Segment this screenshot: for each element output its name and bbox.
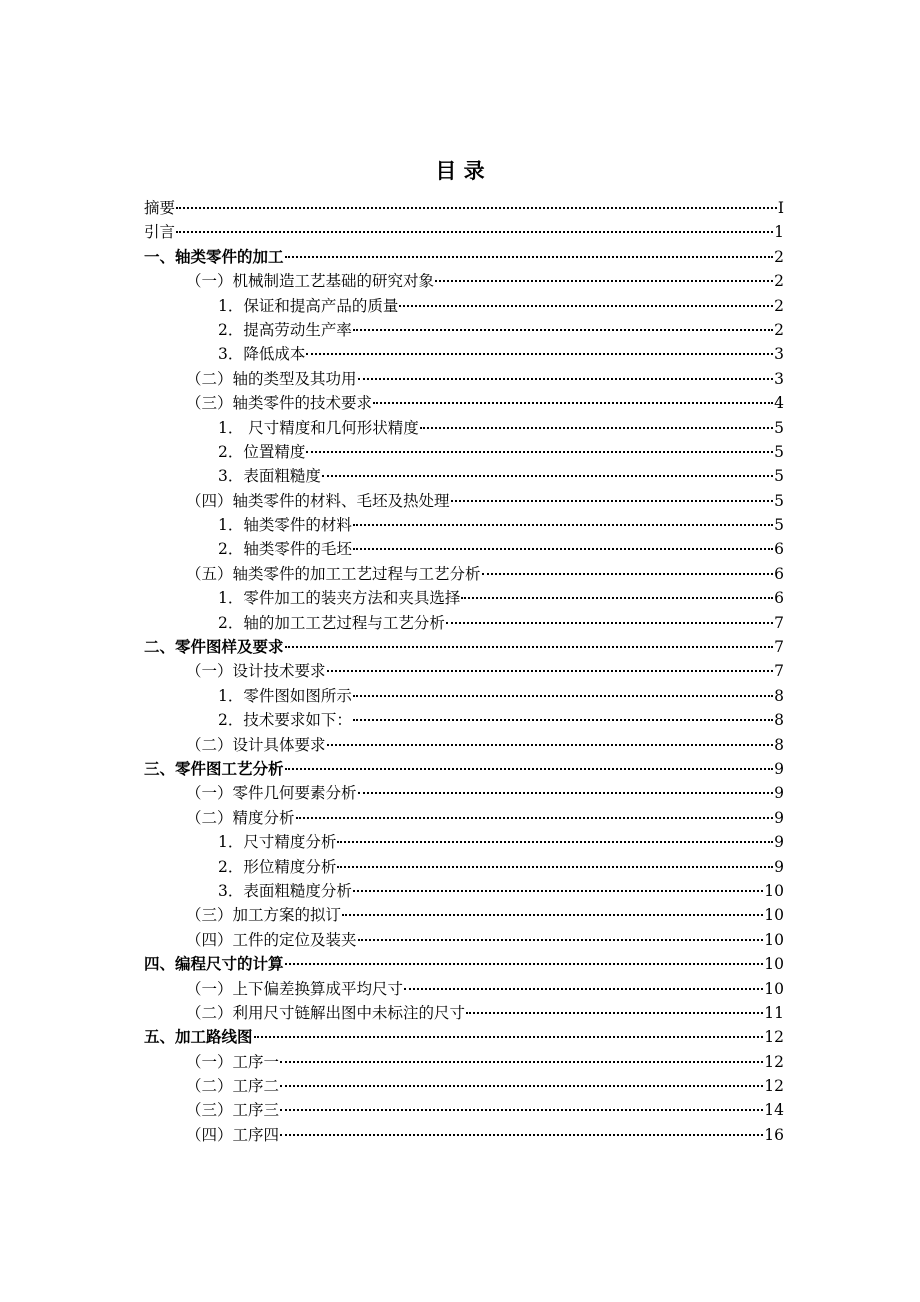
toc-dot-leader xyxy=(358,378,774,380)
toc-dot-leader xyxy=(306,451,773,453)
toc-entry[interactable] xyxy=(144,220,784,244)
toc-dot-leader xyxy=(254,1036,764,1038)
toc-entry-title: （二）工序二 xyxy=(186,1077,280,1096)
toc-dot-leader xyxy=(358,792,774,794)
toc-entry-title: （三）加工方案的拟订 xyxy=(186,906,342,925)
toc-entry[interactable] xyxy=(144,342,784,366)
toc-entry-title: 1． 尺寸精度和几何形状精度 xyxy=(218,418,419,437)
toc-entry-page-number: 5 xyxy=(774,516,784,535)
toc-list xyxy=(144,196,784,1147)
toc-entry-page-number: 7 xyxy=(774,613,784,632)
toc-entry-page-number: 6 xyxy=(774,540,784,559)
toc-entry[interactable] xyxy=(144,659,784,683)
toc-entry-page-number: 8 xyxy=(774,686,784,705)
toc-entry-page-number: 12 xyxy=(764,1052,784,1071)
toc-dot-leader xyxy=(446,622,773,624)
toc-entry-title: 2．技术要求如下： xyxy=(218,711,352,730)
toc-entry-page-number: 3 xyxy=(774,369,784,388)
toc-entry-page-number: 5 xyxy=(774,418,784,437)
toc-title: 目 录 xyxy=(435,159,485,183)
toc-entry-title: 2．轴类零件的毛坯 xyxy=(218,540,352,559)
toc-dot-leader xyxy=(342,914,763,916)
toc-entry-title: （三）工序三 xyxy=(186,1101,280,1120)
toc-entry[interactable] xyxy=(144,537,784,561)
toc-entry[interactable] xyxy=(144,196,784,220)
toc-entry-page-number: 14 xyxy=(764,1101,784,1120)
toc-entry-title: 1．保证和提高产品的质量 xyxy=(218,296,399,315)
toc-entry-page-number: 6 xyxy=(774,589,784,608)
toc-dot-leader xyxy=(285,646,774,648)
toc-entry-title: （一）零件几何要素分析 xyxy=(186,784,357,803)
toc-entry[interactable] xyxy=(144,367,784,391)
toc-entry[interactable] xyxy=(144,952,784,976)
toc-dot-leader xyxy=(482,573,774,575)
toc-entry-page-number: 1 xyxy=(774,223,784,242)
toc-entry[interactable] xyxy=(144,391,784,415)
toc-entry-page-number: 7 xyxy=(774,662,784,681)
toc-entry[interactable] xyxy=(144,733,784,757)
toc-entry-page-number: 2 xyxy=(774,272,784,291)
toc-entry-title: （三）轴类零件的技术要求 xyxy=(186,394,373,413)
toc-entry-title: （一）工序一 xyxy=(186,1052,280,1071)
toc-entry-page-number: I xyxy=(777,199,784,217)
toc-entry-page-number: 8 xyxy=(774,711,784,730)
toc-entry-title: 1．零件图如图所示 xyxy=(218,686,352,705)
toc-dot-leader xyxy=(373,402,773,404)
toc-entry[interactable] xyxy=(144,806,784,830)
toc-entry-page-number: 5 xyxy=(774,442,784,461)
toc-entry-page-number: 12 xyxy=(764,1077,784,1096)
toc-entry-title: 3．表面粗糙度分析 xyxy=(218,881,352,900)
toc-entry-title: 2．位置精度 xyxy=(218,442,306,461)
toc-entry-page-number: 10 xyxy=(764,930,784,949)
toc-entry[interactable] xyxy=(144,464,784,488)
toc-entry-title: （二）精度分析 xyxy=(186,808,295,827)
toc-dot-leader xyxy=(420,427,773,429)
toc-entry-page-number: 9 xyxy=(774,833,784,852)
toc-entry-page-number: 2 xyxy=(774,320,784,339)
toc-dot-leader xyxy=(306,353,773,355)
toc-dot-leader xyxy=(451,500,774,502)
toc-entry-page-number: 9 xyxy=(774,808,784,827)
toc-entry[interactable] xyxy=(144,416,784,440)
toc-dot-leader xyxy=(296,817,774,819)
toc-entry-page-number: 16 xyxy=(764,1125,784,1144)
toc-entry[interactable] xyxy=(144,781,784,805)
toc-entry-title: 一、轴类零件的加工 xyxy=(144,247,284,266)
toc-entry[interactable] xyxy=(144,294,784,318)
toc-entry-title: 2．提高劳动生产率 xyxy=(218,320,352,339)
toc-entry-page-number: 9 xyxy=(774,784,784,803)
toc-entry-page-number: 9 xyxy=(774,857,784,876)
toc-entry-title: 1．零件加工的装夹方法和夹具选择 xyxy=(218,589,461,608)
toc-entry-title: 1．尺寸精度分析 xyxy=(218,833,337,852)
toc-dot-leader xyxy=(358,939,764,941)
toc-entry[interactable] xyxy=(144,318,784,342)
toc-entry[interactable] xyxy=(144,611,784,635)
toc-entry[interactable] xyxy=(144,855,784,879)
toc-dot-leader xyxy=(353,548,773,550)
toc-entry-title: （一）上下偏差换算成平均尺寸 xyxy=(186,979,404,998)
toc-dot-leader xyxy=(285,256,774,258)
toc-dot-leader xyxy=(280,1109,763,1111)
toc-entry-title: 摘要 xyxy=(144,199,176,217)
toc-entry-title: 五、加工路线图 xyxy=(144,1028,253,1047)
toc-dot-leader xyxy=(280,1134,763,1136)
toc-entry[interactable] xyxy=(144,489,784,513)
toc-entry[interactable] xyxy=(144,635,784,659)
toc-dot-leader xyxy=(337,866,773,868)
toc-entry-title: 四、编程尺寸的计算 xyxy=(144,955,284,974)
toc-dot-leader xyxy=(404,988,763,990)
toc-entry-title: （一）机械制造工艺基础的研究对象 xyxy=(186,272,435,291)
toc-dot-leader xyxy=(353,329,773,331)
toc-entry-title: 三、零件图工艺分析 xyxy=(144,759,284,778)
toc-dot-leader xyxy=(353,695,773,697)
toc-entry-page-number: 3 xyxy=(774,345,784,364)
toc-entry-title: 引言 xyxy=(144,223,176,242)
toc-entry-page-number: 2 xyxy=(774,247,784,266)
toc-entry[interactable] xyxy=(144,1050,784,1074)
toc-dot-leader xyxy=(399,305,773,307)
toc-entry[interactable] xyxy=(144,269,784,293)
toc-dot-leader xyxy=(353,719,773,721)
toc-entry[interactable] xyxy=(144,757,784,781)
toc-dot-leader xyxy=(280,1085,763,1087)
toc-entry[interactable] xyxy=(144,1025,784,1049)
toc-entry[interactable] xyxy=(144,879,784,903)
toc-dot-leader xyxy=(285,768,774,770)
toc-entry-title: （五）轴类零件的加工工艺过程与工艺分析 xyxy=(186,564,481,583)
toc-entry-title: 3．降低成本 xyxy=(218,345,306,364)
toc-entry-title: （四）轴类零件的材料、毛坯及热处理 xyxy=(186,491,450,510)
toc-entry-page-number: 5 xyxy=(774,467,784,486)
toc-entry[interactable] xyxy=(144,440,784,464)
toc-entry-title: （二）利用尺寸链解出图中未标注的尺寸 xyxy=(186,1003,466,1022)
toc-entry[interactable] xyxy=(144,1074,784,1098)
toc-entry[interactable] xyxy=(144,708,784,732)
toc-dot-leader xyxy=(353,890,763,892)
toc-entry[interactable] xyxy=(144,928,784,952)
toc-entry[interactable] xyxy=(144,1001,784,1025)
toc-entry[interactable] xyxy=(144,586,784,610)
toc-entry[interactable] xyxy=(144,684,784,708)
toc-entry-page-number: 8 xyxy=(774,735,784,754)
toc-entry-page-number: 10 xyxy=(764,881,784,900)
toc-entry-page-number: 2 xyxy=(774,296,784,315)
toc-entry-page-number: 10 xyxy=(764,955,784,974)
toc-dot-leader xyxy=(461,597,773,599)
toc-entry[interactable] xyxy=(144,1098,784,1122)
toc-entry-page-number: 10 xyxy=(764,979,784,998)
toc-entry[interactable] xyxy=(144,903,784,927)
toc-entry-page-number: 10 xyxy=(764,906,784,925)
toc-entry[interactable] xyxy=(144,830,784,854)
toc-entry-title: 2．形位精度分析 xyxy=(218,857,337,876)
toc-dot-leader xyxy=(435,280,773,282)
toc-entry-page-number: 5 xyxy=(774,491,784,510)
toc-entry-page-number: 9 xyxy=(774,759,784,778)
toc-dot-leader xyxy=(353,524,773,526)
toc-entry-title: 3．表面粗糙度 xyxy=(218,467,321,486)
toc-entry-page-number: 7 xyxy=(774,638,784,657)
toc-entry[interactable] xyxy=(144,1123,784,1147)
toc-entry-page-number: 4 xyxy=(774,394,784,413)
toc-entry[interactable] xyxy=(144,977,784,1001)
toc-dot-leader xyxy=(322,475,773,477)
toc-entry-title: （二）轴的类型及其功用 xyxy=(186,369,357,388)
toc-dot-leader xyxy=(285,963,764,965)
toc-entry-title: （一）设计技术要求 xyxy=(186,662,326,681)
toc-entry-title: 二、零件图样及要求 xyxy=(144,638,284,657)
toc-entry-title: （二）设计具体要求 xyxy=(186,735,326,754)
toc-dot-leader xyxy=(337,841,773,843)
toc-entry[interactable] xyxy=(144,562,784,586)
toc-entry-page-number: 11 xyxy=(764,1003,784,1022)
toc-entry-title: （四）工序四 xyxy=(186,1125,280,1144)
toc-entry-title: 2．轴的加工工艺过程与工艺分析 xyxy=(218,613,445,632)
toc-dot-leader xyxy=(280,1061,763,1063)
toc-dot-leader xyxy=(327,744,774,746)
toc-dot-leader xyxy=(327,670,774,672)
toc-entry-title: （四）工件的定位及装夹 xyxy=(186,930,357,949)
toc-entry-page-number: 12 xyxy=(764,1028,784,1047)
toc-entry[interactable] xyxy=(144,513,784,537)
toc-dot-leader xyxy=(176,207,777,209)
toc-entry-title: 1．轴类零件的材料 xyxy=(218,516,352,535)
toc-entry-page-number: 6 xyxy=(774,564,784,583)
toc-entry[interactable] xyxy=(144,245,784,269)
toc-dot-leader xyxy=(176,231,773,233)
toc-dot-leader xyxy=(466,1012,763,1014)
